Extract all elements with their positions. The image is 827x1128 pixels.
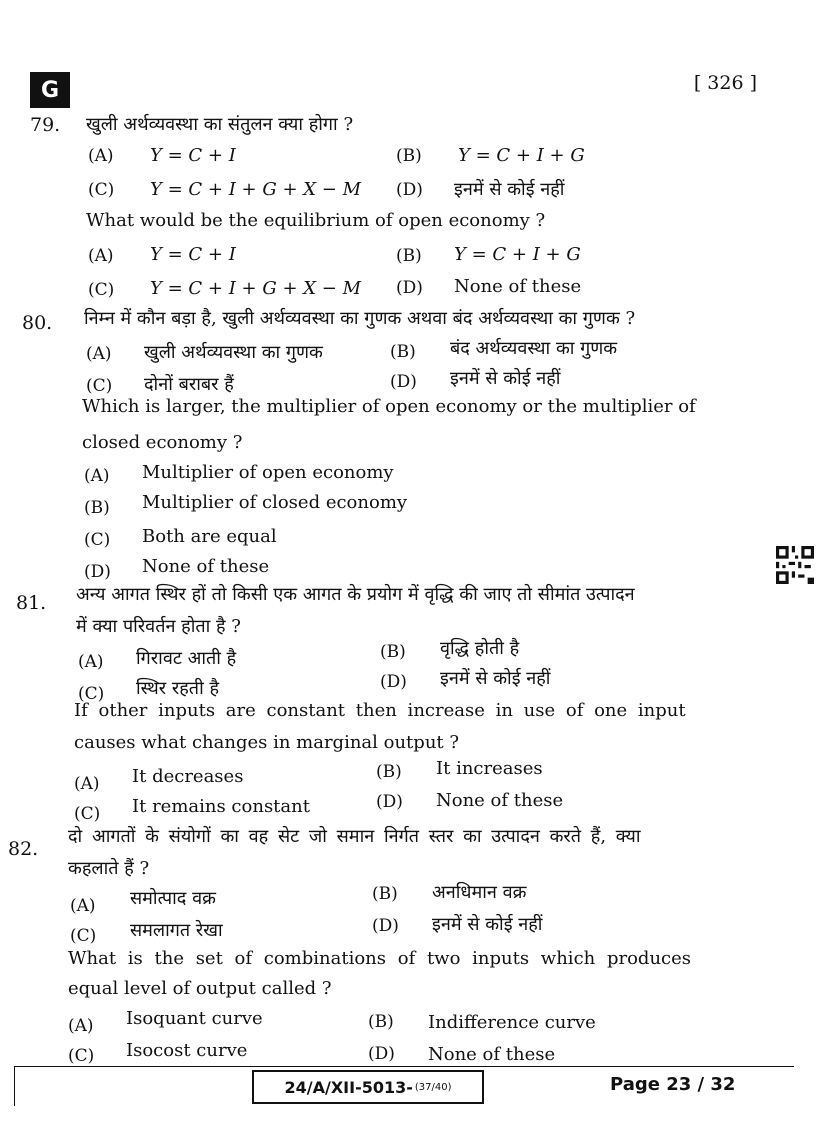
q80-en-opt-c-text: Both are equal [142,526,277,547]
q81-en-opt-c-text: It remains constant [132,796,310,817]
q79-number: 79. [30,114,61,136]
q81-hi-opt-c-text: स्थिर रहती है [136,678,220,699]
q80-en-opt-c-label: (C) [84,530,111,550]
q80-english-question-line1: Which is larger, the multiplier of open economy or the multiplier of [82,396,696,417]
q81-en-opt-a-text: It decreases [132,766,244,787]
q81-en-opt-d-text: None of these [436,790,564,811]
q81-hindi-question-line1: अन्य आगत स्थिर हों तो किसी एक आगत के प्रयोग में वृद्धि की जाए तो सीमांत उत्पादन [76,584,635,605]
q82-hi-opt-a-text: समोत्पाद वक्र [130,888,216,909]
q79-en-opt-a-text: Y = C + I [150,244,236,265]
q80-en-opt-a-label: (A) [84,466,110,486]
q79-hi-opt-c-text: Y = C + I + G + X − M [150,179,362,200]
q79-en-opt-b-label: (B) [396,246,422,266]
q80-hi-opt-b-label: (B) [390,342,416,362]
q80-hi-opt-a-text: खुली अर्थव्यवस्था का गुणक [144,342,323,363]
q79-hi-opt-c-label: (C) [88,180,115,200]
q81-hindi-question-line2: में क्या परिवर्तन होता है ? [76,616,241,637]
q82-hi-opt-d-label: (D) [372,916,399,936]
q79-english-question: What would be the equilibrium of open economy ? [86,210,546,231]
q79-en-opt-c-text: Y = C + I + G + X − M [150,278,362,299]
q81-en-opt-a-label: (A) [74,774,100,794]
q80-number: 80. [22,312,53,334]
q80-en-opt-b-label: (B) [84,498,110,518]
q80-en-opt-d-label: (D) [84,562,111,582]
q82-hi-opt-b-text: अनधिमान वक्र [432,882,527,903]
q81-en-opt-d-label: (D) [376,792,403,812]
footer-rule [14,1066,794,1067]
q79-hi-opt-a-text: Y = C + I [150,145,236,166]
q82-en-opt-d-label: (D) [368,1044,395,1064]
q81-hi-opt-a-label: (A) [78,652,104,672]
q82-hi-opt-c-label: (C) [70,926,97,946]
q81-en-opt-b-text: It increases [436,758,543,779]
q80-hi-opt-d-label: (D) [390,372,417,392]
q82-en-opt-a-label: (A) [68,1016,94,1036]
q82-en-opt-b-label: (B) [368,1012,394,1032]
q80-hi-opt-d-text: इनमें से कोई नहीं [450,368,561,389]
q80-hi-opt-b-text: बंद अर्थव्यवस्था का गुणक [450,338,618,359]
q79-hi-opt-d-label: (D) [396,180,423,200]
q81-hi-opt-c-label: (C) [78,684,105,704]
q80-en-opt-d-text: None of these [142,556,270,577]
q82-en-opt-d-text: None of these [428,1044,556,1065]
q81-en-opt-c-label: (C) [74,804,101,824]
q80-en-opt-b-text: Multiplier of closed economy [142,492,408,513]
q82-hi-opt-d-text: इनमें से कोई नहीं [432,914,543,935]
q82-hi-opt-c-text: समलागत रेखा [130,920,223,941]
q79-en-opt-d-label: (D) [396,278,423,298]
page-footer-number: Page 23 / 32 [610,1074,736,1095]
q81-english-question-line2: causes what changes in marginal output ? [74,732,460,753]
q81-hi-opt-d-text: इनमें से कोई नहीं [440,668,551,689]
q82-en-opt-c-label: (C) [68,1046,95,1066]
q82-en-opt-b-text: Indifference curve [428,1012,596,1033]
q80-en-opt-a-text: Multiplier of open economy [142,462,394,483]
q79-hi-opt-a-label: (A) [88,146,114,166]
q82-en-opt-c-text: Isocost curve [126,1040,248,1061]
q79-en-opt-a-label: (A) [88,246,114,266]
q82-number: 82. [8,838,39,860]
page-number-top: [ 326 ] [693,72,757,94]
q80-hi-opt-a-label: (A) [86,344,112,364]
q82-english-question-line2: equal level of output called ? [68,978,332,999]
q79-hi-opt-b-label: (B) [396,146,422,166]
q79-en-opt-c-label: (C) [88,280,115,300]
section-badge: G [30,72,70,108]
q80-hi-opt-c-text: दोनों बराबर हैं [144,374,234,395]
paper-code-box [252,1070,484,1104]
q81-en-opt-b-label: (B) [376,762,402,782]
q81-hi-opt-d-label: (D) [380,672,407,692]
q82-hindi-question-line1: दो आगतों के संयोगों का वह सेट जो समान निर्गत स्तर का उत्पादन करते हैं, क्या [68,826,641,847]
q82-hindi-question-line2: कहलाते हैं ? [68,858,150,879]
q79-hindi-question: खुली अर्थव्यवस्था का संतुलन क्या होगा ? [86,114,354,135]
paper-code: 24/A/XII-5013- [284,1077,413,1097]
q80-english-question-line2: closed economy ? [82,432,243,453]
q82-hi-opt-b-label: (B) [372,884,398,904]
q81-number: 81. [16,592,47,614]
q81-hi-opt-b-label: (B) [380,642,406,662]
q80-hindi-question: निम्न में कौन बड़ा है, खुली अर्थव्यवस्था का गुणक अथवा बंद अर्थव्यवस्था का गुणक ? [84,308,636,329]
q81-english-question-line1: If other inputs are constant then increase in use of one input [74,700,686,721]
q79-en-opt-b-text: Y = C + I + G [454,244,581,265]
q82-hi-opt-a-label: (A) [70,896,96,916]
q79-hi-opt-d-text: इनमें से कोई नहीं [454,179,565,200]
q80-hi-opt-c-label: (C) [86,376,113,396]
q81-hi-opt-b-text: वृद्धि होती है [440,638,520,659]
q81-hi-opt-a-text: गिरावट आती है [136,648,237,669]
q82-english-question-line1: What is the set of combinations of two inputs which produces [68,948,692,969]
paper-code-sheet: (37/40) [414,1081,452,1093]
footer-left-rule [14,1066,15,1106]
q82-en-opt-a-text: Isoquant curve [126,1008,263,1029]
qr-code-icon [776,546,814,584]
q79-en-opt-d-text: None of these [454,276,582,297]
q79-hi-opt-b-text: Y = C + I + G [458,145,585,166]
